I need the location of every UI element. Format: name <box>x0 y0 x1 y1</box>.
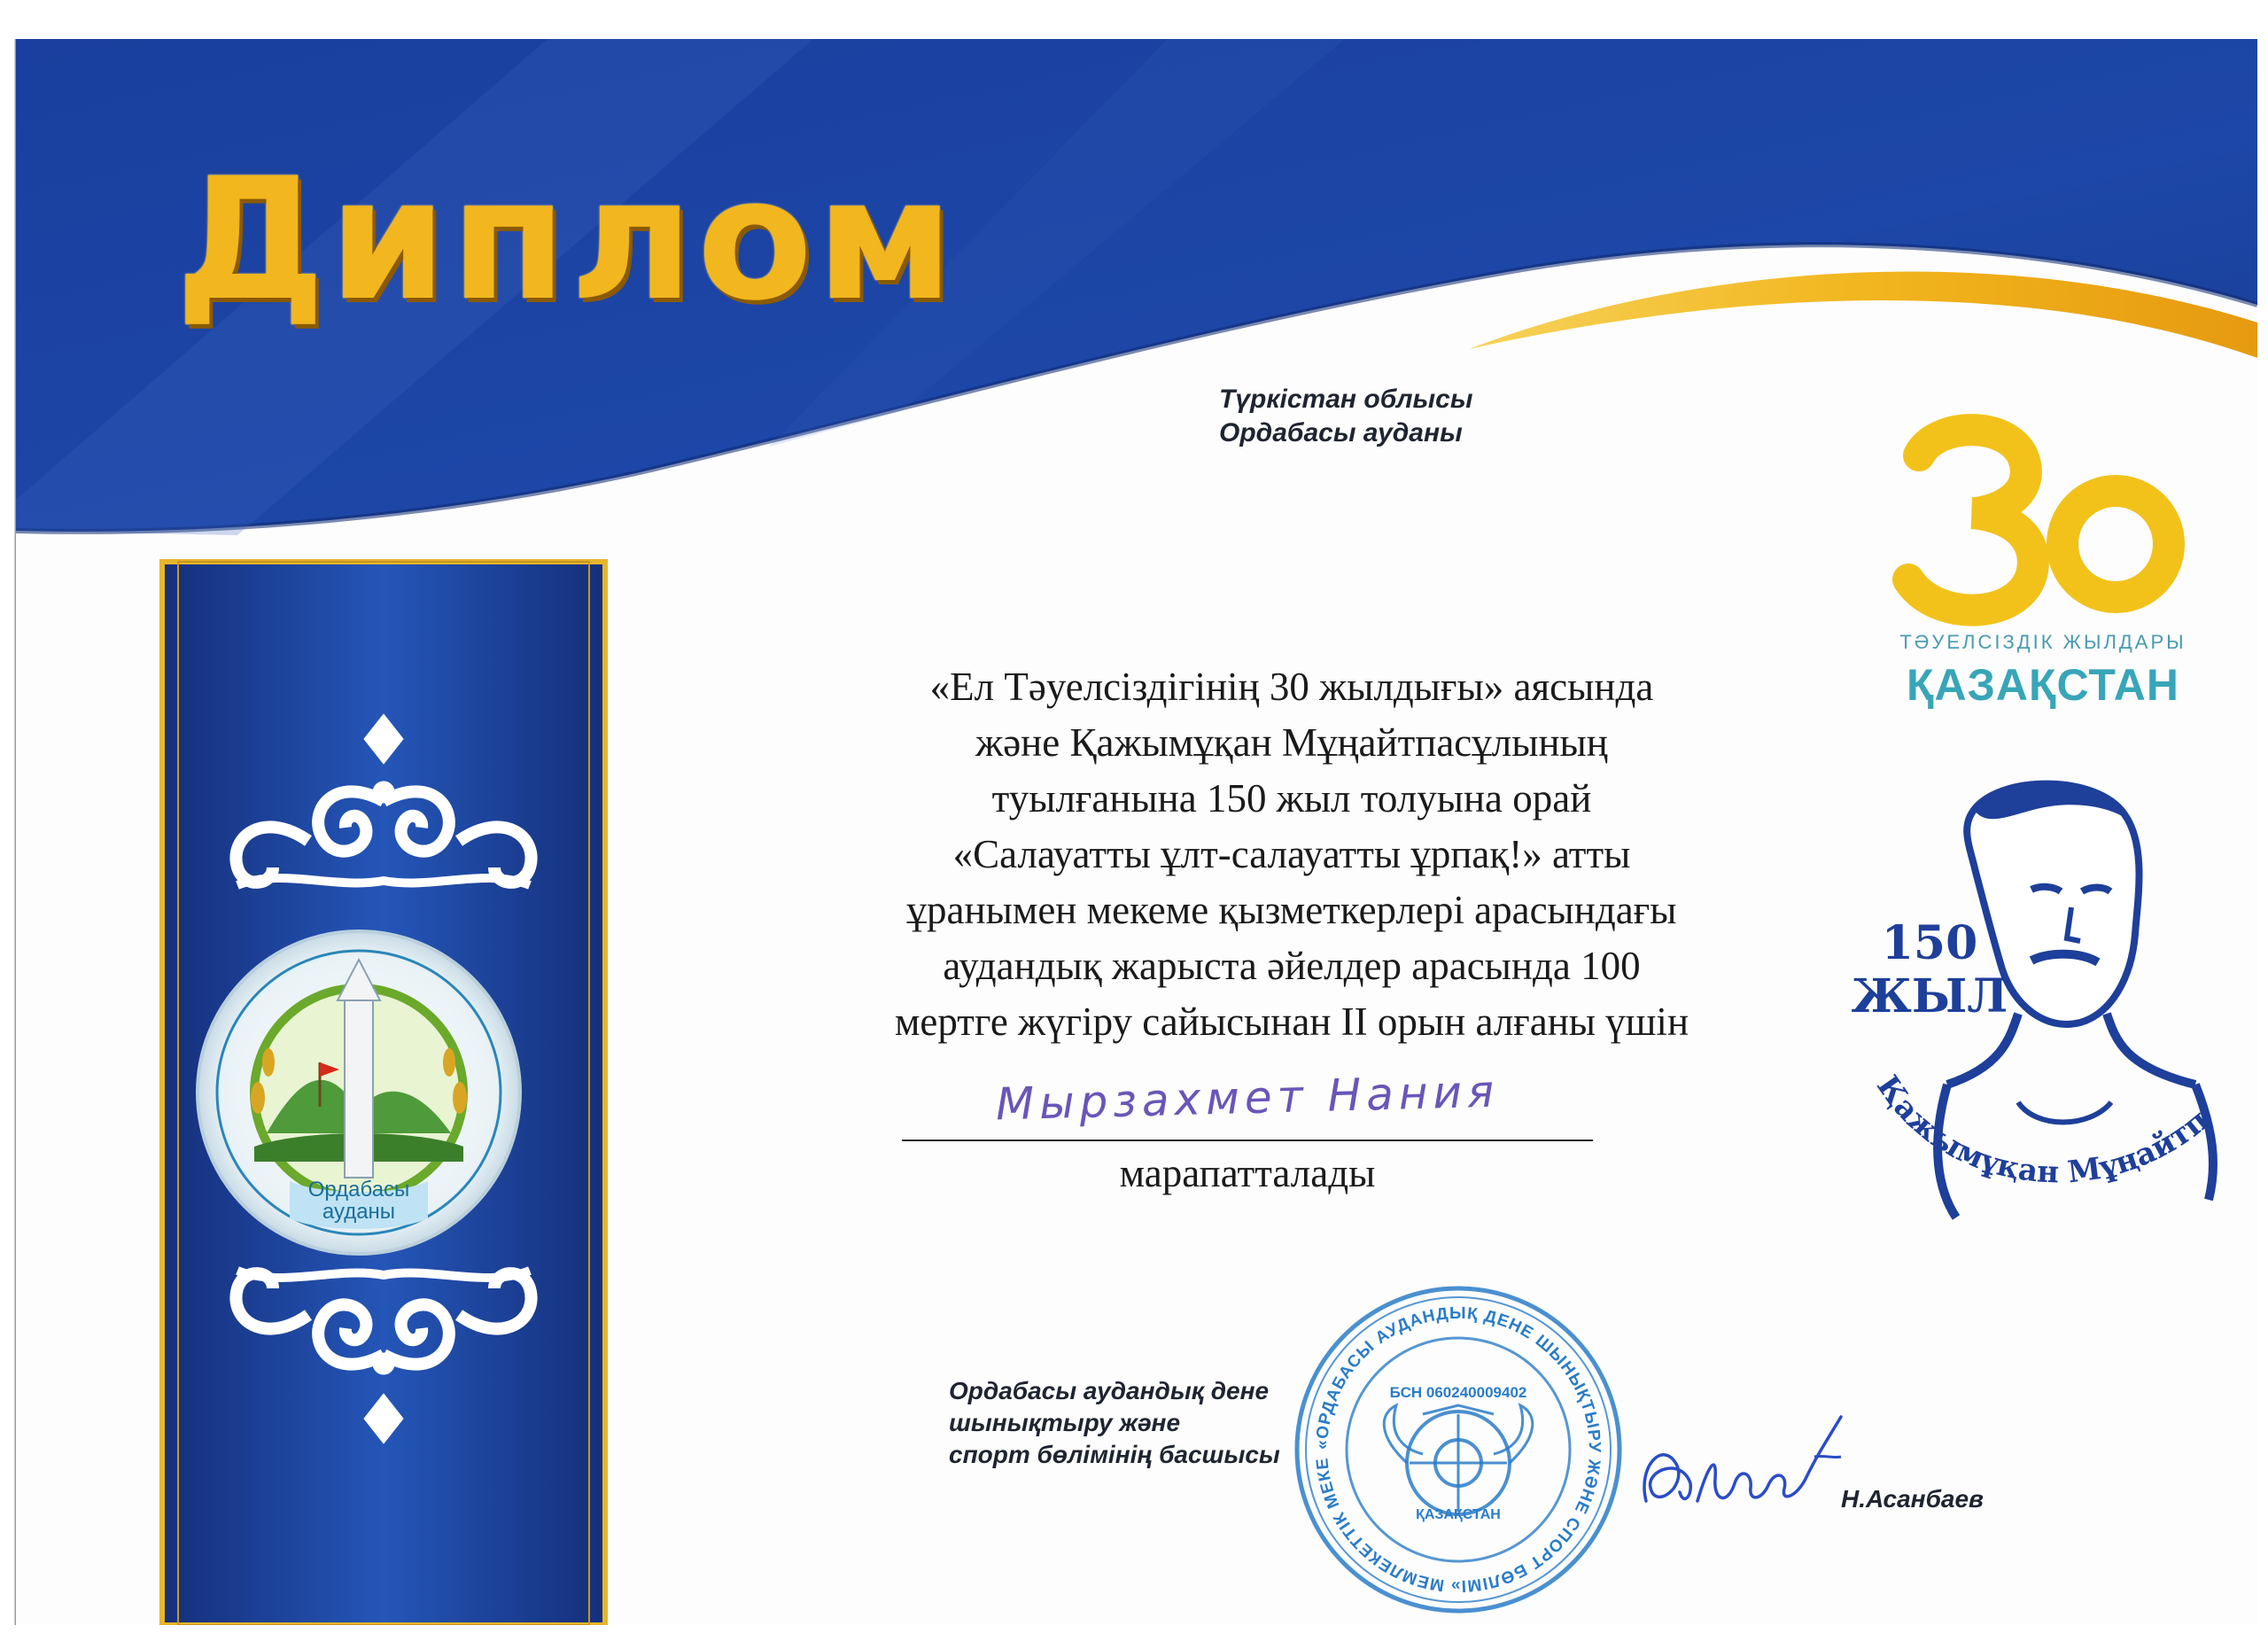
logo-30-subtitle: ТӘУЕЛСІЗДІК ЖЫЛДАРЫ <box>1899 631 2186 653</box>
signer-title-line: Ордабасы аудандық дене <box>949 1377 1270 1404</box>
logo-30-country: ҚАЗАҚСТАН <box>1906 660 2180 710</box>
recipient-field <box>902 1065 1593 1145</box>
body-line: «Салауатты ұлт-салауатты ұрпақ!» атты <box>952 832 1631 876</box>
body-line: және Қажымұқан Мұңайтпасұлының <box>975 720 1608 765</box>
stamp-graphic <box>1290 1281 1627 1618</box>
stamp-country: ҚАЗАҚСТАН <box>1416 1507 1501 1522</box>
region-heading <box>1219 383 1472 450</box>
diploma-title: Диплом <box>175 142 958 338</box>
jubilee-word: ЖЫЛ <box>1851 969 2008 1023</box>
body-line: ұранымен мекеме қызметкерлері арасындағы <box>906 888 1677 932</box>
stamp-bin: БСН 060240009402 <box>1389 1384 1527 1401</box>
handwritten-signature <box>1628 1404 1876 1536</box>
jubilee-number: 150 <box>1881 916 1978 970</box>
awarded-text: марапатталады <box>1119 1151 1376 1195</box>
official-stamp <box>1290 1281 1627 1618</box>
signer-title-line: спорт бөлімінің басшысы <box>949 1441 1280 1468</box>
stamp-ring-text: «ОРДАБАСЫ АУДАНДЫҚ ДЕНЕ ШЫНЫҚТЫРУ ЖӘНЕ СПОРТ БӨЛІМІ» МЕМЛЕКЕТТІК МЕКЕ <box>1312 1303 1604 1596</box>
recipient-underline <box>902 1140 1593 1141</box>
emblem-label: Ордабасы <box>307 1178 410 1202</box>
signer-name: Н.Асанбаев <box>1841 1485 1984 1513</box>
stamp-ring <box>1290 1281 1604 1595</box>
district-emblem <box>196 930 522 1256</box>
diploma-body <box>689 659 1894 1050</box>
independence-30-logo <box>1884 402 2202 748</box>
body-line: аудандық жарыста әйелдер арасында 100 <box>943 944 1641 988</box>
jubilee-arc-text: Қажымұқан Мұңайтп <box>1869 1069 2216 1191</box>
jubilee-150-logo <box>1806 774 2231 1271</box>
region-line: Түркістан облысы <box>1219 385 1473 414</box>
number-30-graphic <box>1884 402 2202 633</box>
recipient-name: Мырзахмет Нания <box>995 1065 1500 1131</box>
body-line: мертге жүгіру сайысынан ІІ орын алғаны үшін <box>894 1000 1689 1044</box>
body-line: туылғанына 150 жыл толуына орай <box>991 776 1592 821</box>
region-line: Ордабасы ауданы <box>1219 418 1463 447</box>
emblem-label: ауданы <box>322 1200 396 1224</box>
signer-title-line: шынықтыру және <box>949 1409 1181 1436</box>
body-line: «Ел Тәуелсіздігінің 30 жылдығы» аясында <box>929 665 1654 709</box>
signer-title <box>949 1375 1280 1471</box>
diploma-sheet <box>16 39 2257 1625</box>
